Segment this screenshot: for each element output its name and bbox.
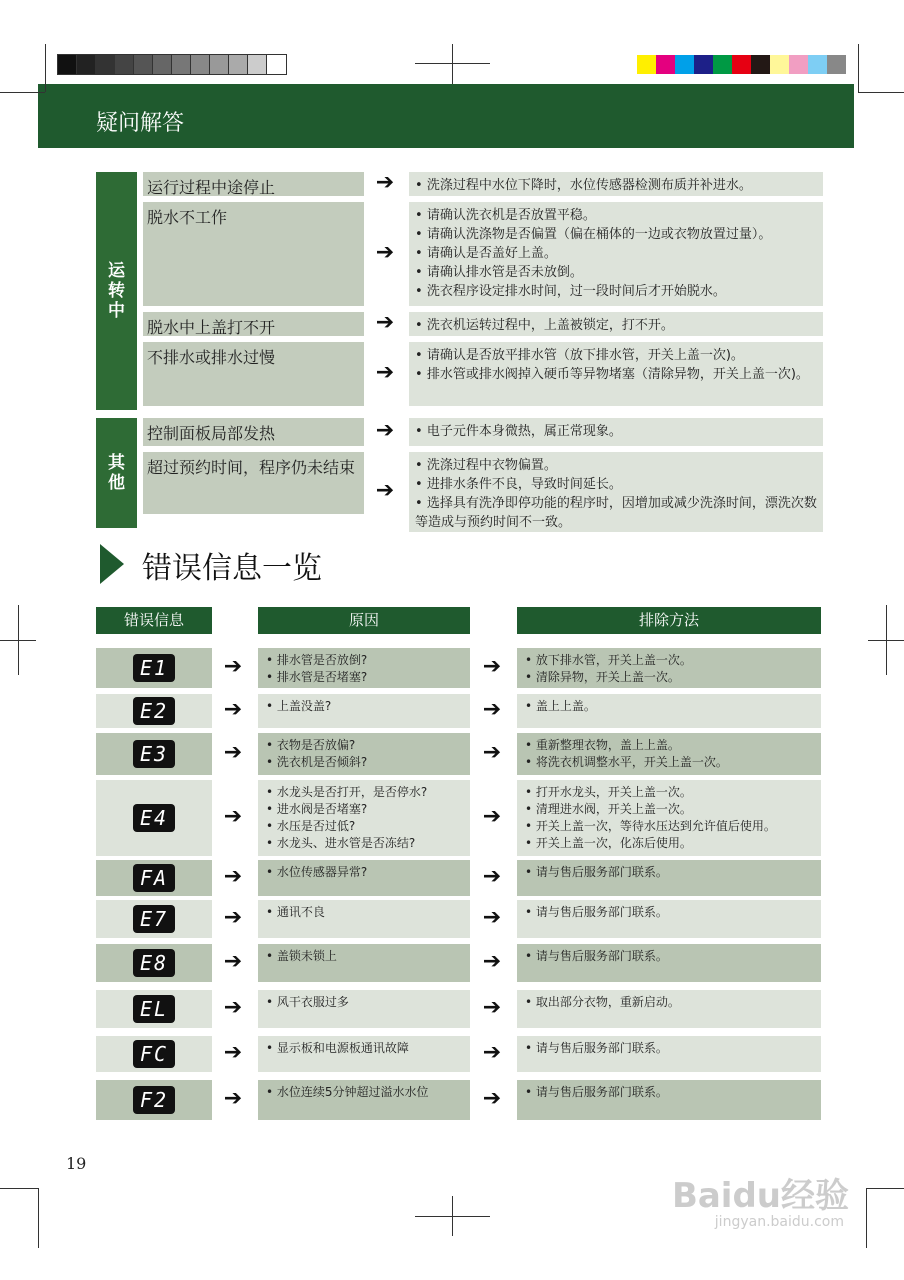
error-code-cell bbox=[96, 1080, 212, 1120]
crop-mark bbox=[858, 44, 859, 92]
error-code-display: FA bbox=[133, 864, 175, 892]
page-number: 19 bbox=[66, 1154, 87, 1173]
bullet-item: • 洗涤过程中衣物偏置。 bbox=[415, 456, 817, 475]
section-label bbox=[96, 418, 137, 528]
error-code-display: E2 bbox=[133, 697, 175, 725]
error-code-cell bbox=[96, 1036, 212, 1072]
gray-swatch bbox=[134, 55, 153, 74]
bullet-item: • 请确认是否盖好上盖。 bbox=[415, 244, 817, 263]
arrow-right-icon: ➔ bbox=[223, 864, 243, 889]
error-code-display: E1 bbox=[133, 654, 175, 682]
gray-swatch bbox=[210, 55, 229, 74]
error-code-display: FC bbox=[133, 1040, 175, 1068]
section-triangle-icon bbox=[100, 544, 124, 584]
bullet-item: • 清除异物，开关上盖一次。 bbox=[525, 669, 813, 686]
cause-cell bbox=[258, 900, 470, 938]
fix-cell bbox=[517, 694, 821, 728]
bullet-item: • 水位连续5分钟超过溢水水位 bbox=[266, 1084, 462, 1101]
error-code-display: E8 bbox=[133, 949, 175, 977]
gray-swatch bbox=[115, 55, 134, 74]
arrow-right-icon: ➔ bbox=[223, 740, 243, 765]
error-code-display: E3 bbox=[133, 740, 175, 768]
header-fix: 排除方法 bbox=[517, 607, 821, 634]
bullet-item: • 洗衣程序设定排水时间，过一段时间后才开始脱水。 bbox=[415, 282, 817, 301]
arrow-right-icon: ➔ bbox=[223, 995, 243, 1020]
arrow-right-icon: ➔ bbox=[482, 804, 502, 829]
arrow-right-icon: ➔ bbox=[482, 949, 502, 974]
section-label bbox=[96, 172, 137, 410]
bullet-item: • 请确认洗涤物是否偏置（偏在桶体的一边或衣物放置过量）。 bbox=[415, 225, 817, 244]
color-swatch bbox=[827, 55, 846, 74]
fix-cell bbox=[517, 860, 821, 896]
fix-cell bbox=[517, 900, 821, 938]
fix-cell bbox=[517, 733, 821, 775]
error-code-cell bbox=[96, 694, 212, 728]
answer-cell bbox=[409, 418, 823, 446]
crop-mark bbox=[452, 1196, 453, 1236]
problem-cell: 不排水或排水过慢 bbox=[143, 342, 364, 406]
fix-cell bbox=[517, 780, 821, 856]
bullet-item: • 选择具有洗净即停功能的程序时，因增加或减少洗涤时间，漂洗次数等造成与预约时间不一致。 bbox=[415, 494, 817, 532]
bullet-item: • 衣物是否放偏? bbox=[266, 737, 462, 754]
error-code-cell bbox=[96, 733, 212, 775]
color-swatch bbox=[694, 55, 713, 74]
fix-cell bbox=[517, 1080, 821, 1120]
bullet-item: • 水龙头是否打开，是否停水? bbox=[266, 784, 462, 801]
gray-swatch bbox=[77, 55, 96, 74]
cause-cell bbox=[258, 733, 470, 775]
bullet-item: • 请与售后服务部门联系。 bbox=[525, 864, 813, 881]
error-code-display: EL bbox=[133, 995, 175, 1023]
crop-mark bbox=[0, 1188, 38, 1189]
gray-swatch bbox=[267, 55, 286, 74]
arrow-right-icon: ➔ bbox=[375, 418, 395, 443]
bullet-item: • 通讯不良 bbox=[266, 904, 462, 921]
section-label-text: 运转中 bbox=[108, 261, 125, 321]
header-error-info: 错误信息 bbox=[96, 607, 212, 634]
color-swatch bbox=[751, 55, 770, 74]
color-swatch bbox=[675, 55, 694, 74]
bullet-item: • 请与售后服务部门联系。 bbox=[525, 904, 813, 921]
arrow-right-icon: ➔ bbox=[223, 654, 243, 679]
arrow-right-icon: ➔ bbox=[223, 1086, 243, 1111]
crop-mark bbox=[38, 1188, 39, 1248]
arrow-right-icon: ➔ bbox=[482, 654, 502, 679]
answer-cell bbox=[409, 202, 823, 306]
header-cause: 原因 bbox=[258, 607, 470, 634]
gray-swatch bbox=[248, 55, 267, 74]
arrow-right-icon: ➔ bbox=[482, 995, 502, 1020]
arrow-right-icon: ➔ bbox=[223, 804, 243, 829]
arrow-right-icon: ➔ bbox=[375, 310, 395, 335]
fix-cell bbox=[517, 944, 821, 982]
bullet-item: • 水龙头、进水管是否冻结? bbox=[266, 835, 462, 852]
header-bar bbox=[38, 84, 854, 148]
crop-mark bbox=[45, 44, 46, 92]
cause-cell bbox=[258, 694, 470, 728]
gray-swatch bbox=[96, 55, 115, 74]
bullet-item: • 将洗衣机调整水平，开关上盖一次。 bbox=[525, 754, 813, 771]
arrow-right-icon: ➔ bbox=[223, 1040, 243, 1065]
gray-swatch bbox=[58, 55, 77, 74]
error-code-cell bbox=[96, 944, 212, 982]
error-code-cell bbox=[96, 648, 212, 688]
problem-cell: 脱水中上盖打不开 bbox=[143, 312, 364, 336]
bullet-item: • 显示板和电源板通讯故障 bbox=[266, 1040, 462, 1057]
bullet-item: • 请确认是否放平排水管（放下排水管，开关上盖一次)。 bbox=[415, 346, 817, 365]
color-swatch bbox=[656, 55, 675, 74]
error-code-cell bbox=[96, 860, 212, 896]
color-swatch bbox=[808, 55, 827, 74]
bullet-item: • 盖上上盖。 bbox=[525, 698, 813, 715]
gray-swatch bbox=[153, 55, 172, 74]
error-code-display: E4 bbox=[133, 804, 175, 832]
bullet-item: • 清理进水阀，开关上盖一次。 bbox=[525, 801, 813, 818]
arrow-right-icon: ➔ bbox=[482, 905, 502, 930]
bullet-item: • 盖锁未锁上 bbox=[266, 948, 462, 965]
cause-cell bbox=[258, 648, 470, 688]
header-title: 疑问解答 bbox=[96, 111, 185, 136]
gray-swatch bbox=[172, 55, 191, 74]
color-swatch bbox=[713, 55, 732, 74]
bullet-item: • 打开水龙头，开关上盖一次。 bbox=[525, 784, 813, 801]
bullet-item: • 进排水条件不良，导致时间延长。 bbox=[415, 475, 817, 494]
bullet-item: • 洗涤过程中水位下降时，水位传感器检测布质并补进水。 bbox=[415, 176, 817, 195]
bullet-item: • 风干衣服过多 bbox=[266, 994, 462, 1011]
cause-cell bbox=[258, 944, 470, 982]
bullet-item: • 重新整理衣物，盖上上盖。 bbox=[525, 737, 813, 754]
crop-mark bbox=[886, 605, 887, 675]
bullet-item: • 请确认排水管是否未放倒。 bbox=[415, 263, 817, 282]
error-code-display: F2 bbox=[133, 1086, 175, 1114]
arrow-right-icon: ➔ bbox=[375, 240, 395, 265]
problem-cell: 控制面板局部发热 bbox=[143, 418, 364, 446]
arrow-right-icon: ➔ bbox=[375, 360, 395, 385]
bullet-item: • 开关上盖一次，等待水压达到允许值后使用。 bbox=[525, 818, 813, 835]
gray-swatch bbox=[191, 55, 210, 74]
arrow-right-icon: ➔ bbox=[482, 697, 502, 722]
cause-cell bbox=[258, 1080, 470, 1120]
crop-mark bbox=[452, 44, 453, 84]
arrow-right-icon: ➔ bbox=[482, 864, 502, 889]
bullet-item: • 洗衣机运转过程中，上盖被锁定，打不开。 bbox=[415, 316, 817, 335]
bullet-item: • 开关上盖一次，化冻后使用。 bbox=[525, 835, 813, 852]
bullet-item: • 洗衣机是否倾斜? bbox=[266, 754, 462, 771]
fix-cell bbox=[517, 1036, 821, 1072]
answer-cell bbox=[409, 172, 823, 196]
bullet-item: • 排水管或排水阀掉入硬币等异物堵塞（清除异物，开关上盖一次)。 bbox=[415, 365, 817, 384]
bullet-item: • 电子元件本身微热，属正常现象。 bbox=[415, 422, 817, 441]
fix-cell bbox=[517, 648, 821, 688]
arrow-right-icon: ➔ bbox=[223, 697, 243, 722]
cause-cell bbox=[258, 860, 470, 896]
arrow-right-icon: ➔ bbox=[482, 740, 502, 765]
fix-cell bbox=[517, 990, 821, 1028]
crop-mark bbox=[866, 1188, 904, 1189]
cause-cell bbox=[258, 780, 470, 856]
error-code-cell bbox=[96, 900, 212, 938]
bullet-item: • 请与售后服务部门联系。 bbox=[525, 1040, 813, 1057]
bullet-item: • 上盖没盖? bbox=[266, 698, 462, 715]
crop-mark bbox=[0, 92, 45, 93]
cause-cell bbox=[258, 1036, 470, 1072]
arrow-right-icon: ➔ bbox=[482, 1040, 502, 1065]
error-section-title: 错误信息一览 bbox=[142, 551, 322, 586]
arrow-right-icon: ➔ bbox=[375, 478, 395, 503]
problem-cell: 脱水不工作 bbox=[143, 202, 364, 306]
error-code-display: E7 bbox=[133, 905, 175, 933]
bullet-item: • 请与售后服务部门联系。 bbox=[525, 1084, 813, 1101]
crop-mark bbox=[858, 92, 904, 93]
bullet-item: • 进水阀是否堵塞? bbox=[266, 801, 462, 818]
color-swatch bbox=[770, 55, 789, 74]
arrow-right-icon: ➔ bbox=[482, 1086, 502, 1111]
arrow-right-icon: ➔ bbox=[375, 170, 395, 195]
bullet-item: • 请与售后服务部门联系。 bbox=[525, 948, 813, 965]
crop-mark bbox=[866, 1188, 867, 1248]
section-label-text: 其他 bbox=[108, 453, 125, 493]
gray-swatch bbox=[229, 55, 248, 74]
bullet-item: • 排水管是否放倒? bbox=[266, 652, 462, 669]
color-swatch bbox=[789, 55, 808, 74]
arrow-right-icon: ➔ bbox=[223, 949, 243, 974]
bullet-item: • 取出部分衣物，重新启动。 bbox=[525, 994, 813, 1011]
problem-cell: 运行过程中途停止 bbox=[143, 172, 364, 196]
crop-mark bbox=[18, 605, 19, 675]
bullet-item: • 排水管是否堵塞? bbox=[266, 669, 462, 686]
answer-cell bbox=[409, 452, 823, 532]
error-code-cell bbox=[96, 780, 212, 856]
bullet-item: • 请确认洗衣机是否放置平稳。 bbox=[415, 206, 817, 225]
arrow-right-icon: ➔ bbox=[223, 905, 243, 930]
error-code-cell bbox=[96, 990, 212, 1028]
answer-cell bbox=[409, 312, 823, 336]
answer-cell bbox=[409, 342, 823, 406]
watermark-url: jingyan.baidu.com bbox=[714, 1214, 844, 1230]
bullet-item: • 水位传感器异常? bbox=[266, 864, 462, 881]
problem-cell: 超过预约时间，程序仍未结束 bbox=[143, 452, 364, 514]
color-swatch bbox=[732, 55, 751, 74]
color-swatch bbox=[637, 55, 656, 74]
cause-cell bbox=[258, 990, 470, 1028]
bullet-item: • 放下排水管，开关上盖一次。 bbox=[525, 652, 813, 669]
bullet-item: • 水压是否过低? bbox=[266, 818, 462, 835]
watermark-logo: Baidu经验 bbox=[671, 1176, 849, 1216]
